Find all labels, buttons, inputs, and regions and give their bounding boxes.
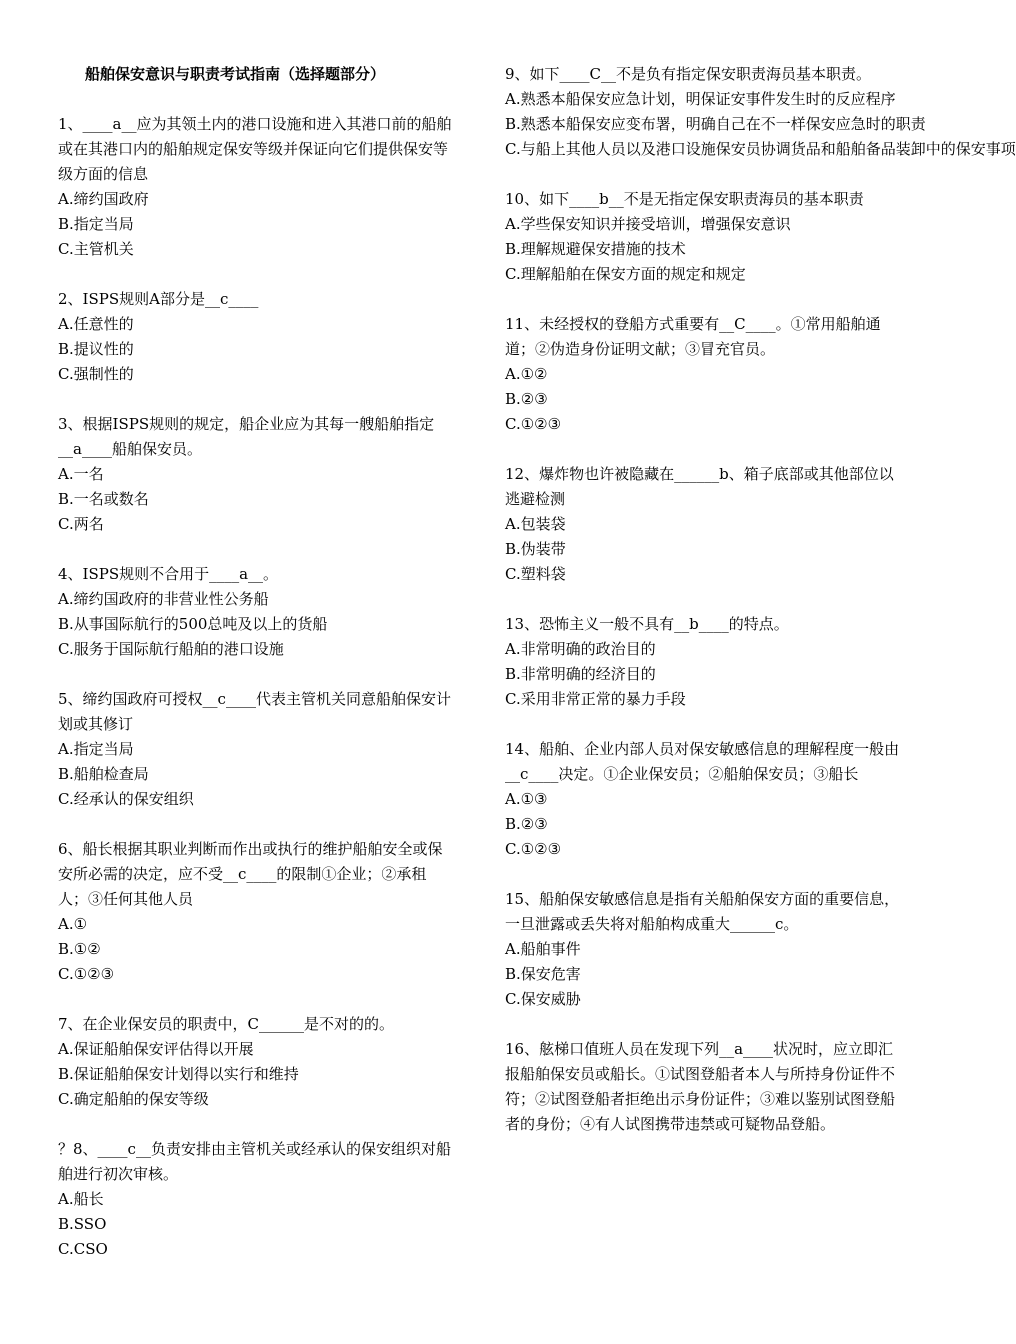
question-block [505, 612, 900, 712]
answer-option: C.采用非常正常的暴力手段 [505, 690, 686, 708]
answer-option: A.① [58, 915, 88, 933]
question-stem: 4、ISPS规则不合用于____a__。 [58, 565, 279, 583]
question-stem: 13、恐怖主义一般不具有__b____的特点。 [505, 615, 789, 633]
answer-option: C.确定船舶的保安等级 [58, 1090, 209, 1108]
answer-option: A.任意性的 [58, 315, 134, 333]
question-block [505, 62, 1016, 162]
question-stem: 15、船舶保安敏感信息是指有关船舶保安方面的重要信息，一旦泄露或丢失将对船舶构成重大______c。 [505, 890, 900, 933]
answer-option: B.熟悉本船保安应变布署，明确自己在不一样保安应急时的职责 [505, 115, 926, 133]
answer-option: C.保安威胁 [505, 990, 581, 1008]
answer-option: C.理解船舶在保安方面的规定和规定 [505, 265, 746, 283]
answer-option: B.保证船舶保安计划得以实行和维持 [58, 1065, 299, 1083]
question-stem: 9、如下____C__不是负有指定保安职责海员基本职责。 [505, 65, 872, 83]
answer-option: B.伪装带 [505, 540, 566, 558]
answer-option: A.熟悉本船保安应急计划，明保证安事件发生时的反应程序 [505, 90, 896, 108]
question-block [58, 412, 453, 537]
question-block [58, 112, 453, 262]
question-block [505, 187, 900, 287]
answer-option: C.CSO [58, 1240, 108, 1258]
answer-option: A.指定当局 [58, 740, 134, 758]
question-stem: 12、爆炸物也许被隐藏在______b、箱子底部或其他部位以逃避检测 [505, 465, 894, 508]
question-block [58, 837, 453, 987]
answer-option: B.非常明确的经济目的 [505, 665, 656, 683]
answer-option: C.①②③ [58, 965, 115, 983]
question-block [58, 287, 453, 387]
answer-option: C.两名 [58, 515, 104, 533]
answer-option: C.①②③ [505, 840, 562, 858]
question-stem: 3、根据ISPS规则的规定，船企业应为其每一艘船舶指定__a____船舶保安员。 [58, 415, 435, 458]
answer-option: A.学些保安知识并接受培训，增强保安意识 [505, 215, 791, 233]
answer-option: B.②③ [505, 390, 548, 408]
question-block [58, 687, 453, 812]
answer-option: B.保安危害 [505, 965, 581, 983]
answer-option: A.非常明确的政治目的 [505, 640, 656, 658]
answer-option: B.指定当局 [58, 215, 134, 233]
question-block [505, 462, 900, 587]
answer-option: B.SSO [58, 1215, 107, 1233]
answer-option: A.①③ [505, 790, 548, 808]
answer-option: B.从事国际航行的500总吨及以上的货船 [58, 615, 328, 633]
answer-option: A.缔约国政府 [58, 190, 149, 208]
answer-option: B.理解规避保安措施的技术 [505, 240, 686, 258]
answer-option: C.强制性的 [58, 365, 134, 383]
answer-option: B.①② [58, 940, 101, 958]
answer-option: A.一名 [58, 465, 104, 483]
question-block [58, 562, 453, 662]
answer-option: B.一名或数名 [58, 490, 149, 508]
question-block [505, 1037, 900, 1137]
answer-option: C.主管机关 [58, 240, 134, 258]
answer-option: A.①② [505, 365, 548, 383]
answer-option: B.②③ [505, 815, 548, 833]
question-stem: 10、如下____b__不是无指定保安职责海员的基本职责 [505, 190, 864, 208]
answer-option: B.提议性的 [58, 340, 134, 358]
answer-option: B.船舶检查局 [58, 765, 149, 783]
right-column [505, 62, 1016, 1162]
answer-option: A.船长 [58, 1190, 104, 1208]
question-block [58, 1012, 453, 1112]
question-block [505, 737, 900, 862]
question-block [505, 312, 900, 437]
answer-option: A.船舶事件 [505, 940, 581, 958]
question-stem: 11、未经授权的登船方式重要有__C____。①常用船舶通道；②伪造身份证明文献；③冒充官员。 [505, 315, 881, 358]
answer-option: A.保证船舶保安评估得以开展 [58, 1040, 254, 1058]
question-stem: 1、____a__应为其领土内的港口设施和进入其港口前的船舶或在其港口内的船舶规定保安等级并保证向它们提供保安等级方面的信息 [58, 115, 452, 183]
question-stem: 6、船长根据其职业判断而作出或执行的维护船舶安全或保安所必需的决定，应不受__c____的限制①企业；②承租人；③任何其他人员 [58, 840, 443, 908]
document-title: 船舶保安意识与职责考试指南（选择题部分） [85, 65, 386, 83]
left-column [58, 62, 453, 1287]
question-block [58, 1137, 453, 1262]
question-stem: 7、在企业保安员的职责中，C______是不对的的。 [58, 1015, 395, 1033]
question-stem: 16、舷梯口值班人员在发现下列__a____状况时，应立即汇报船舶保安员或船长。①试图登船者本人与所持身份证件不符；②试图登船者拒绝出示身份证件；③难以鉴别试图登船者的身份；④有人试图携带违禁或可疑物品登船。 [505, 1040, 896, 1133]
question-stem: 5、缔约国政府可授权__c____代表主管机关同意船舶保安计划或其修订 [58, 690, 451, 733]
answer-option: C.经承认的保安组织 [58, 790, 194, 808]
question-block [505, 887, 900, 1012]
answer-option: A.包装袋 [505, 515, 566, 533]
question-stem: 14、船舶、企业内部人员对保安敏感信息的理解程度一般由__c____决定。①企业保安员；②船舶保安员；③船长 [505, 740, 900, 783]
answer-option: C.塑料袋 [505, 565, 566, 583]
answer-option: C.服务于国际航行船舶的港口设施 [58, 640, 284, 658]
question-stem: 2、ISPS规则A部分是__c____ [58, 290, 259, 308]
question-stem: ？8、____c__负责安排由主管机关或经承认的保安组织对船舶进行初次审核。 [58, 1140, 451, 1183]
answer-option: C.与船上其他人员以及港口设施保安员协调货品和船舶备品装卸中的保安事项 [505, 140, 1016, 158]
answer-option: A.缔约国政府的非营业性公务船 [58, 590, 269, 608]
answer-option: C.①②③ [505, 415, 562, 433]
